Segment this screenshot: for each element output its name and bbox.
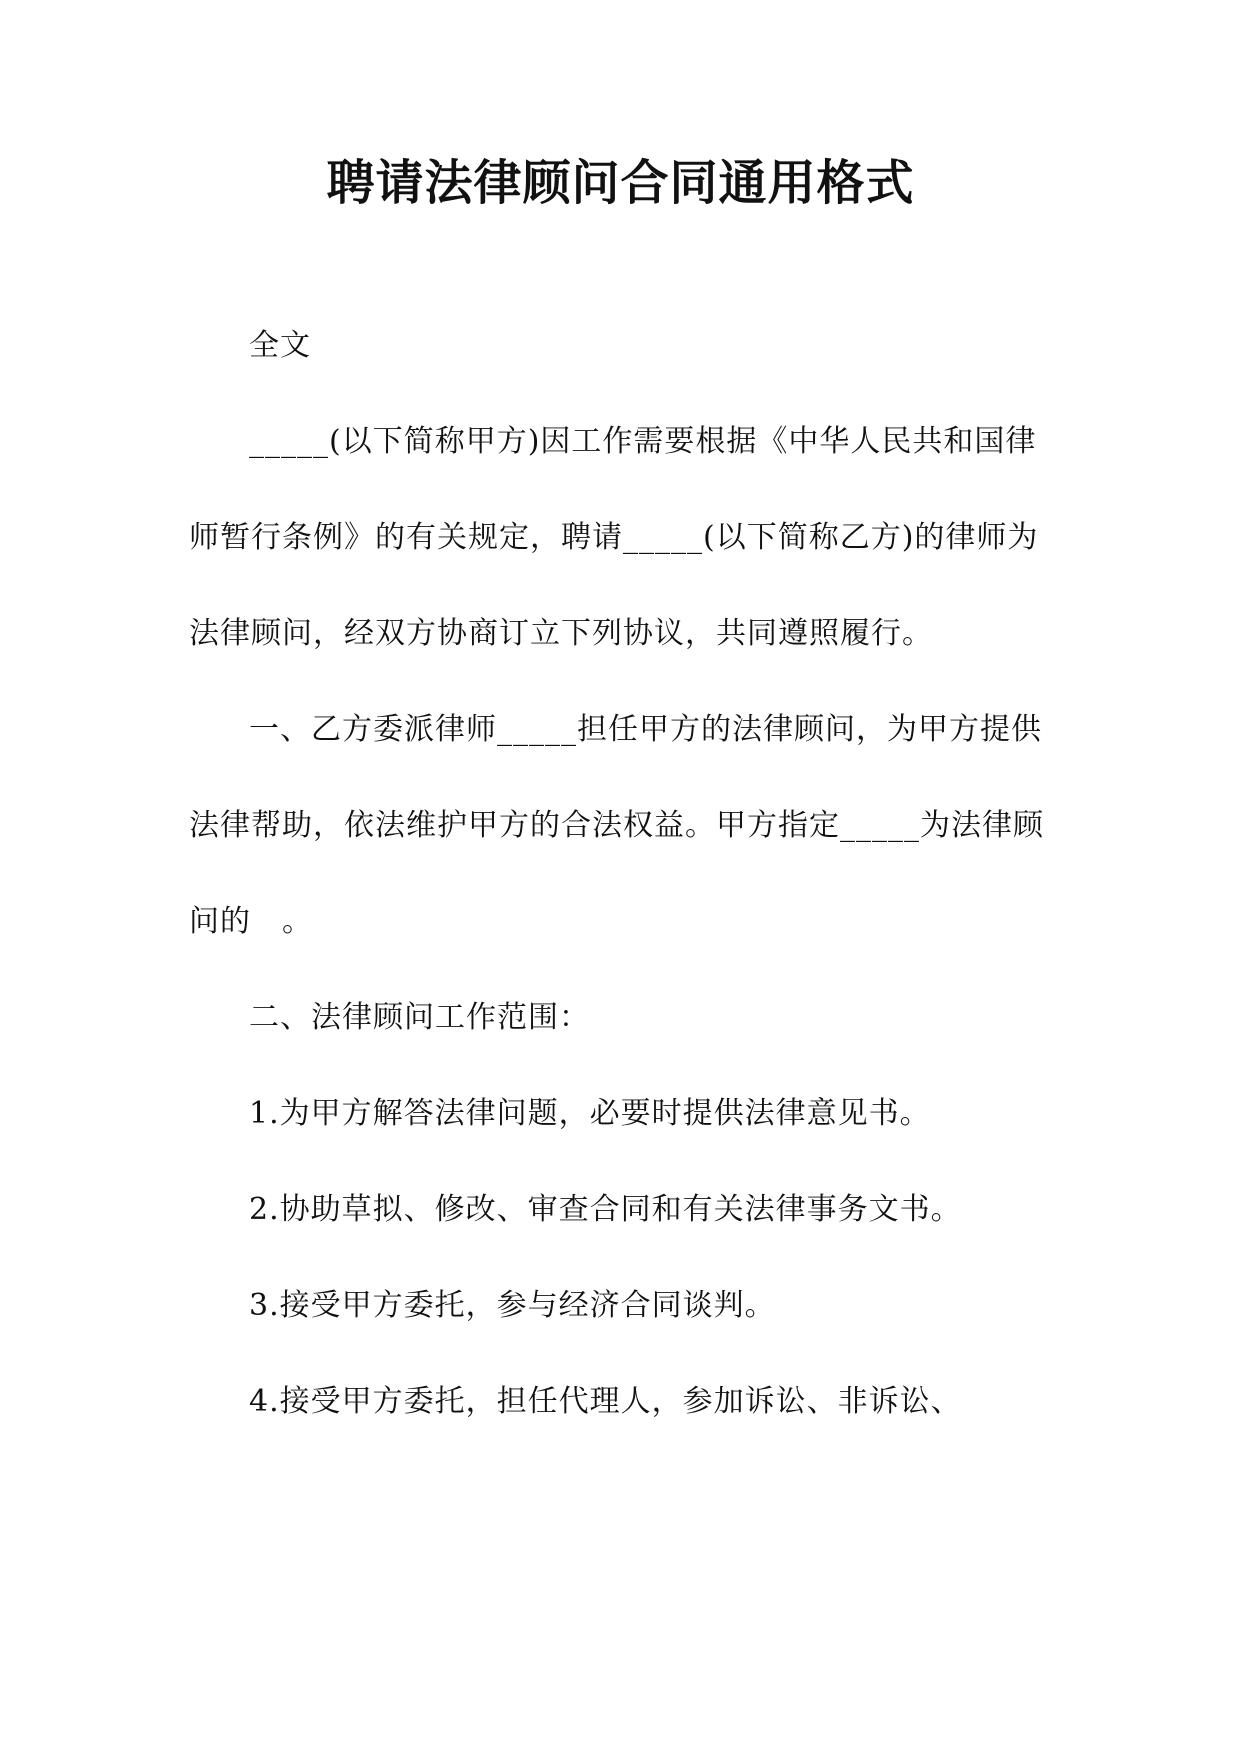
paragraph-clause-2-heading: 二、法律顾问工作范围： [249, 1000, 590, 1035]
paragraph-clause-1: 一、乙方委派律师_____担任甲方的法律顾问，为甲方提供法律帮助，依法维护甲方的合法权益。甲方指定_____为法律顾问的 。 [189, 712, 1044, 939]
paragraph-item-1: 1.为甲方解答法律问题，必要时提供法律意见书。 [249, 1096, 931, 1131]
paragraph-item-2: 2.协助草拟、修改、审查合同和有关法律事务文书。 [249, 1192, 962, 1227]
paragraph-fulltext-label: 全文 [249, 328, 311, 363]
document-body [189, 298, 1051, 1450]
document-title: 聘请法律顾问合同通用格式 [326, 155, 915, 211]
paragraph-preamble: _____(以下简称甲方)因工作需要根据《中华人民共和国律师暂行条例》的有关规定，聘请_____(以下简称乙方)的律师为法律顾问，经双方协商订立下列协议，共同遵照履行。 [189, 424, 1039, 651]
paragraph-item-3: 3.接受甲方委托，参与经济合同谈判。 [249, 1288, 776, 1323]
paragraph-item-4: 4.接受甲方委托，担任代理人，参加诉讼、非诉讼、 [249, 1384, 962, 1419]
